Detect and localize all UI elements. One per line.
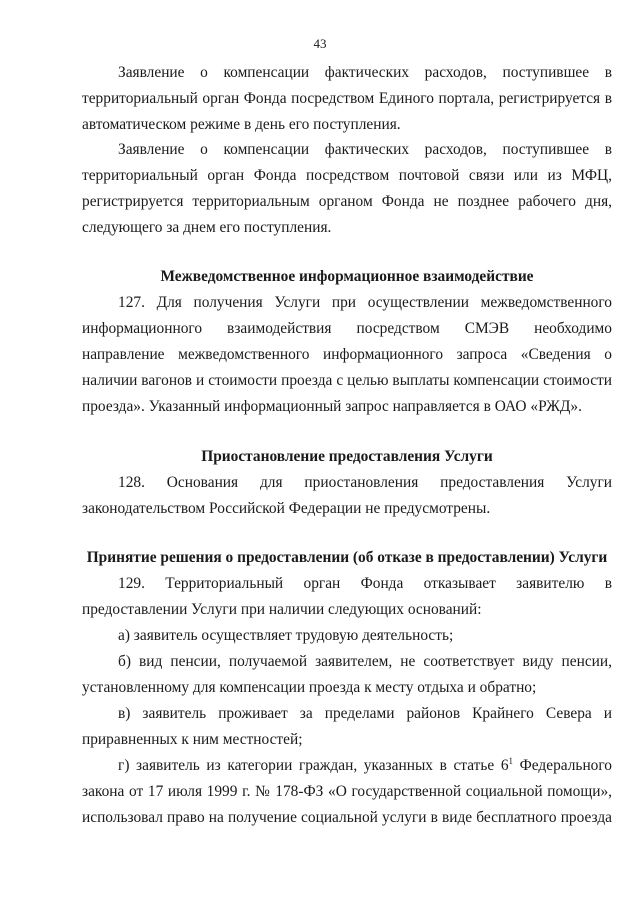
heading-suspension: Приостановление предоставления Услуги <box>201 448 493 465</box>
paragraph-129: 129. Территориальный орган Фонда отказывает заявителю в предоставлении Услуги при наличии следующих оснований: <box>82 575 612 618</box>
list-item-d <box>82 753 612 831</box>
paragraph-128: 128. Основания для приостановления предоставления Услуги законодательством Российской Федерации не предусмотрены. <box>82 474 612 517</box>
list-item-d-part2: Федерального закона от 17 июля 1999 г. № 178-ФЗ «О государственной социальной помощи», использовал право на получение социальной услуги в виде бесплатного проезда <box>82 757 613 826</box>
list-item-c: в) заявитель проживает за пределами районов Крайнего Севера и приравненных к ним местностей; <box>82 705 612 748</box>
list-item-d-part1: г) заявитель из категории граждан, указанных в статье 6 <box>118 757 509 774</box>
heading-decision: Принятие решения о предоставлении (об отказе в предоставлении) Услуги <box>86 549 608 566</box>
list-item-a: а) заявитель осуществляет трудовую деятельность; <box>118 627 454 644</box>
heading-interagency: Межведомственное информационное взаимодействие <box>160 268 534 285</box>
list-item-b: б) вид пенсии, получаемой заявителем, не соответствует виду пенсии, установленному для компенсации проезда к месту отдыха и обратно; <box>82 653 612 696</box>
paragraph-portal-registration: Заявление о компенсации фактических расходов, поступившее в территориальный орган Фонда посредством Единого портала, регистрируется в автоматическом режиме в день его поступления. <box>82 64 612 133</box>
paragraph-mail-registration: Заявление о компенсации фактических расходов, поступившее в территориальный орган Фонда посредством почтовой связи или из МФЦ, регистрируется территориальным органом Фонда не позднее рабочего дня, следующего за днем его поступления. <box>82 141 612 236</box>
article-superscript: 1 <box>508 755 514 766</box>
page-number: 43 <box>313 36 327 51</box>
paragraph-127: 127. Для получения Услуги при осуществлении межведомственного информационного взаимодействия посредством СМЭВ необходимо направление межведомственного информационного запроса «Сведения о наличии вагонов и стоимости проезда с целью выплаты компенсации стоимости проезда». Указанный информационный запрос направляется в ОАО «РЖД». <box>82 294 612 415</box>
